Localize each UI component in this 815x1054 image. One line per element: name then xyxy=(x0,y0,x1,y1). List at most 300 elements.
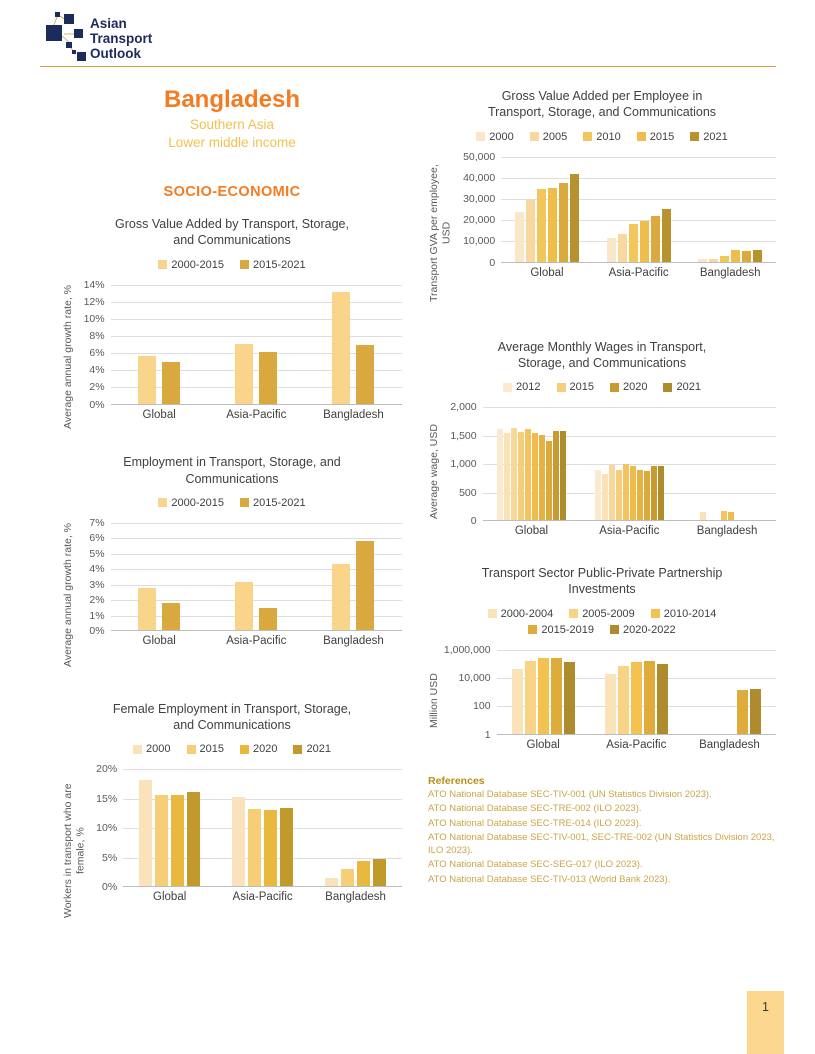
bar xyxy=(332,292,350,403)
y-tick-label: 4% xyxy=(89,364,105,377)
legend-row xyxy=(62,743,402,755)
chart-legend xyxy=(428,381,776,393)
bar-group xyxy=(684,157,776,262)
bar-group xyxy=(590,650,683,734)
category-label: Bangladesh xyxy=(696,525,758,537)
bar-groups xyxy=(123,769,402,886)
category-label: Global xyxy=(526,738,560,751)
chart-right xyxy=(453,150,776,309)
legend-swatch-icon xyxy=(240,745,249,754)
bar-group xyxy=(216,769,309,886)
chart-title xyxy=(62,216,402,249)
y-tick-label: 0% xyxy=(89,624,105,637)
bar xyxy=(356,541,374,630)
category-label: Asia-Pacific xyxy=(232,891,293,904)
legend-swatch-icon xyxy=(528,625,537,634)
bar xyxy=(532,433,538,520)
chart-legend xyxy=(62,743,402,755)
bar xyxy=(264,810,277,887)
category-label: Global xyxy=(530,266,564,279)
page-number: 1 xyxy=(762,1000,769,1014)
y-tick-label: 12% xyxy=(83,295,105,308)
y-tick-label: 14% xyxy=(83,278,105,291)
legend-label: 2005-2009 xyxy=(582,607,635,620)
bar xyxy=(138,588,156,630)
category-label: Bangladesh xyxy=(325,891,386,904)
plot-row xyxy=(453,150,776,269)
bar xyxy=(341,869,354,887)
chart-title-line: Average Monthly Wages in Transport, xyxy=(497,339,707,354)
bar xyxy=(139,780,152,886)
bar xyxy=(525,429,531,520)
legend-swatch-icon xyxy=(610,383,619,392)
y-axis-ticks xyxy=(87,763,123,894)
bar xyxy=(720,256,729,262)
legend-swatch-icon xyxy=(240,498,249,507)
legend-swatch-icon xyxy=(187,745,196,754)
category-label: Global xyxy=(153,891,187,904)
plot-row xyxy=(75,278,402,411)
legend-item xyxy=(240,743,277,755)
chart-title-line: Female Employment in Transport, Storage, xyxy=(112,701,352,716)
y-tick-label: 1% xyxy=(89,609,105,622)
bar-group xyxy=(501,157,593,262)
chart-title-line: Gross Value Added by Transport, Storage, xyxy=(115,217,349,231)
bar-groups xyxy=(483,407,776,520)
left-column xyxy=(62,82,402,933)
chart-title-line: Storage, and Communications xyxy=(517,355,687,370)
category-labels xyxy=(123,891,402,903)
legend-label: 2015 xyxy=(199,743,224,756)
plot xyxy=(111,285,402,405)
legend-swatch-icon xyxy=(690,132,699,141)
category-labels xyxy=(497,739,776,751)
legend-label: 2015-2021 xyxy=(253,258,306,271)
legend-swatch-icon xyxy=(663,383,672,392)
bar xyxy=(187,792,200,886)
category-labels xyxy=(501,267,776,279)
legend-swatch-icon xyxy=(133,745,142,754)
legend-swatch-icon xyxy=(503,383,512,392)
y-tick-label: 0% xyxy=(102,881,118,894)
y-tick-label: 1 xyxy=(484,728,491,741)
reference-item: ATO National Database SEC-SEG-017 (ILO 2023). xyxy=(428,859,643,871)
legend-label: 2010-2014 xyxy=(663,607,717,620)
bar xyxy=(232,797,245,887)
legend-label: 2000-2015 xyxy=(171,496,224,509)
legend-label: 2021 xyxy=(676,381,701,393)
header-rule xyxy=(40,66,776,67)
chart-employment-growth xyxy=(62,454,402,666)
chart-right xyxy=(441,643,776,751)
chart-gva-growth xyxy=(62,216,402,428)
legend-item xyxy=(488,608,554,620)
chart-title-line: Transport, Storage, and Communications xyxy=(487,105,717,120)
legend-item xyxy=(528,624,594,636)
plot-row xyxy=(441,643,776,741)
y-tick-label: 5% xyxy=(89,547,105,560)
bar xyxy=(162,603,180,630)
references xyxy=(428,775,776,887)
legend-swatch-icon xyxy=(476,132,485,141)
bar xyxy=(171,795,184,886)
bar xyxy=(548,188,557,262)
bar-group xyxy=(309,769,402,886)
legend-row xyxy=(62,259,402,271)
bar xyxy=(515,212,524,261)
y-tick-label: 8% xyxy=(89,329,105,342)
bar-group xyxy=(111,285,208,404)
logo-line-1: Asian xyxy=(90,16,127,31)
bar-group xyxy=(305,285,402,404)
legend-row xyxy=(428,608,776,620)
chart-title-line: and Communications xyxy=(173,233,291,248)
y-axis-label: Average wage, USD xyxy=(428,424,440,520)
y-tick-label: 500 xyxy=(459,486,477,499)
legend-swatch-icon xyxy=(651,609,660,618)
legend-row xyxy=(428,381,776,393)
bar xyxy=(553,431,559,520)
category-label: Global xyxy=(142,634,176,647)
legend-label: 2021 xyxy=(306,743,331,756)
bar xyxy=(235,344,253,403)
category-label: Bangladesh xyxy=(699,266,761,279)
legend-row xyxy=(62,497,402,509)
ato-logo-icon xyxy=(40,10,180,64)
plot-row xyxy=(87,763,402,894)
chart-gva-per-employee xyxy=(428,88,776,309)
ato-logo xyxy=(40,10,180,64)
y-axis-label: Million USD xyxy=(428,672,440,728)
chart-ppp-investments xyxy=(428,565,776,751)
bar xyxy=(551,658,562,734)
y-tick-label: 50,000 xyxy=(463,150,496,163)
reference-item: ATO National Database SEC-TRE-002 (ILO 2023). xyxy=(428,803,642,815)
logo-line-3: Outlook xyxy=(90,46,141,61)
bar xyxy=(616,470,622,520)
legend-item xyxy=(583,131,620,143)
bar-group xyxy=(593,157,685,262)
legend-label: 2015 xyxy=(569,381,594,393)
bar xyxy=(602,474,608,520)
legend-label: 2020-2022 xyxy=(623,623,676,636)
legend-label: 2015 xyxy=(649,130,675,143)
category-label: Asia-Pacific xyxy=(599,525,660,537)
y-tick-label: 4% xyxy=(89,563,105,576)
bar xyxy=(651,216,660,262)
category-label: Asia-Pacific xyxy=(226,634,287,647)
bar xyxy=(373,859,386,886)
chart-legend xyxy=(62,259,402,271)
chart-title-line: Employment in Transport, Storage, and xyxy=(123,455,341,470)
legend-label: 2010 xyxy=(596,130,621,143)
chart-plot-area xyxy=(62,278,402,429)
bar xyxy=(537,189,546,262)
category-label: Asia-Pacific xyxy=(226,408,287,421)
bar-group xyxy=(208,285,305,404)
y-tick-label: 15% xyxy=(96,792,118,805)
reference-item: ATO National Database SEC-TIV-001, SEC-TRE-002 (UN Statistics Division 2023, ILO 2023). xyxy=(428,832,775,856)
y-axis-ticks xyxy=(441,401,483,527)
y-tick-label: 10% xyxy=(83,312,105,325)
legend-label: 2020 xyxy=(623,381,648,393)
legend-label: 2000-2004 xyxy=(500,607,554,620)
bar-group xyxy=(208,523,305,630)
bar xyxy=(609,465,615,520)
chart-right xyxy=(75,278,402,429)
plot xyxy=(111,523,402,631)
bar xyxy=(138,356,156,403)
bar xyxy=(512,669,523,733)
y-tick-label: 20,000 xyxy=(463,214,496,227)
chart-legend xyxy=(428,131,776,143)
y-tick-label: 6% xyxy=(89,532,105,545)
legend-row xyxy=(428,131,776,143)
y-axis-ticks xyxy=(453,150,501,269)
y-tick-label: 7% xyxy=(89,516,105,529)
bar xyxy=(605,674,616,734)
category-label: Global xyxy=(142,408,176,421)
y-axis-label: Average annual growth rate, % xyxy=(62,522,74,667)
chart-female-employment xyxy=(62,701,402,934)
y-tick-label: 6% xyxy=(89,347,105,360)
bar xyxy=(750,689,761,734)
bar-group xyxy=(123,769,216,886)
bar xyxy=(618,666,629,734)
bar-groups xyxy=(497,650,776,734)
legend-item xyxy=(476,131,513,143)
legend-swatch-icon xyxy=(569,609,578,618)
bar xyxy=(559,183,568,262)
country-region: Southern Asia xyxy=(189,117,275,132)
bar xyxy=(709,259,718,262)
bar-group xyxy=(483,407,581,520)
legend-label: 2000 xyxy=(489,130,514,143)
bar-groups xyxy=(501,157,776,262)
legend-swatch-icon xyxy=(530,132,539,141)
bar xyxy=(504,433,510,520)
category-label: Global xyxy=(514,525,549,537)
y-tick-label: 30,000 xyxy=(463,192,496,205)
legend-swatch-icon xyxy=(240,260,249,269)
bar xyxy=(640,221,649,262)
y-tick-label: 1,000,000 xyxy=(443,643,491,656)
chart-title xyxy=(62,701,402,734)
chart-plot-area xyxy=(428,401,776,537)
page-tab xyxy=(747,991,784,1054)
plot-row xyxy=(75,516,402,637)
legend-item xyxy=(610,381,647,393)
legend-item xyxy=(651,608,717,620)
section-title-socio-economic: SOCIO-ECONOMIC xyxy=(163,184,301,200)
bar xyxy=(630,466,636,520)
chart-title xyxy=(428,565,776,598)
bar xyxy=(155,795,168,886)
legend-item xyxy=(133,743,170,755)
bar xyxy=(564,662,575,734)
legend-label: 2012 xyxy=(516,381,541,393)
bar xyxy=(497,429,503,520)
legend-swatch-icon xyxy=(158,498,167,507)
legend-row xyxy=(428,624,776,636)
bar xyxy=(651,466,657,520)
category-labels xyxy=(111,409,402,421)
plot xyxy=(123,769,402,887)
y-axis-label: Workers in transport who are female, % xyxy=(62,784,87,919)
legend-label: 2015-2021 xyxy=(253,496,306,509)
chart-title-line: and Communications xyxy=(173,718,291,733)
bar xyxy=(662,209,671,262)
bar xyxy=(248,809,261,887)
bar xyxy=(700,512,706,520)
chart-right xyxy=(87,763,402,933)
bar xyxy=(356,345,374,403)
chart-legend xyxy=(428,608,776,636)
bar xyxy=(560,431,566,520)
bar xyxy=(607,238,616,262)
bar xyxy=(235,582,253,630)
chart-plot-area xyxy=(62,516,402,667)
bar xyxy=(325,878,338,886)
bar xyxy=(637,470,643,520)
legend-item xyxy=(663,381,700,393)
bar xyxy=(698,259,707,262)
category-label: Bangladesh xyxy=(323,408,384,421)
legend-label: 2015-2019 xyxy=(541,623,594,636)
chart-right xyxy=(441,401,776,537)
legend-label: 2021 xyxy=(703,130,728,143)
plot xyxy=(497,650,776,735)
y-tick-label: 1,500 xyxy=(450,429,477,442)
legend-swatch-icon xyxy=(610,625,619,634)
bar-groups xyxy=(111,523,402,630)
bar-group xyxy=(305,523,402,630)
legend-item xyxy=(557,381,594,393)
chart-monthly-wages xyxy=(428,339,776,538)
legend-swatch-icon xyxy=(488,609,497,618)
legend-item xyxy=(503,381,540,393)
y-tick-label: 5% xyxy=(102,851,118,864)
bar xyxy=(644,661,655,734)
references-list xyxy=(428,789,776,887)
reference-item: ATO National Database SEC-TIV-013 (World Bank 2023). xyxy=(428,873,671,885)
bar xyxy=(631,662,642,733)
bar xyxy=(728,512,734,520)
bar xyxy=(511,428,517,520)
chart-title-line: Gross Value Added per Employee in xyxy=(501,89,703,103)
y-tick-label: 20% xyxy=(96,763,118,776)
legend-swatch-icon xyxy=(637,132,646,141)
bar-group xyxy=(683,650,776,734)
bar xyxy=(658,466,664,520)
bar xyxy=(259,352,277,403)
chart-plot-area xyxy=(428,643,776,751)
chart-legend xyxy=(62,497,402,509)
bar xyxy=(280,808,293,886)
bar xyxy=(595,470,601,520)
y-tick-label: 2,000 xyxy=(450,401,477,413)
bar xyxy=(721,511,727,520)
country-income-group: Lower middle income xyxy=(168,135,296,150)
bar xyxy=(162,362,180,403)
chart-title xyxy=(428,88,776,121)
legend-item xyxy=(158,259,224,271)
y-tick-label: 3% xyxy=(89,578,105,591)
bar xyxy=(546,441,552,520)
y-tick-label: 100 xyxy=(473,700,491,713)
bar xyxy=(570,174,579,261)
y-axis-label: Average annual growth rate, % xyxy=(62,284,74,429)
legend-label: 2020 xyxy=(253,743,278,756)
legend-label: 2000 xyxy=(146,743,171,756)
plot-row xyxy=(441,401,776,527)
bar xyxy=(742,251,751,262)
right-column xyxy=(428,82,776,886)
legend-item xyxy=(690,131,727,143)
y-tick-label: 0% xyxy=(89,398,105,411)
y-axis-ticks xyxy=(75,278,111,411)
chart-title-line: Investments xyxy=(568,582,636,597)
bar xyxy=(357,861,370,886)
bar xyxy=(538,658,549,734)
y-tick-label: 40,000 xyxy=(463,171,496,184)
legend-item xyxy=(610,624,676,636)
reference-item: ATO National Database SEC-TIV-001 (UN Statistics Division 2023). xyxy=(428,788,712,800)
bar xyxy=(526,200,535,262)
bar xyxy=(753,250,762,262)
legend-item xyxy=(569,608,635,620)
category-label: Bangladesh xyxy=(699,738,760,751)
legend-label: 2005 xyxy=(542,130,568,143)
legend-label: 2000-2015 xyxy=(171,258,224,271)
legend-item xyxy=(240,259,306,271)
legend-swatch-icon xyxy=(158,260,167,269)
y-tick-label: 10,000 xyxy=(463,235,496,248)
y-axis-ticks xyxy=(75,516,111,637)
chart-title-line: Communications xyxy=(185,471,279,486)
country-title: Bangladesh xyxy=(163,86,301,113)
legend-item xyxy=(187,743,224,755)
category-label: Asia-Pacific xyxy=(606,738,667,751)
category-labels xyxy=(483,525,776,537)
chart-title-line: Transport Sector Public-Private Partnership xyxy=(481,566,723,580)
bar xyxy=(259,608,277,630)
y-tick-label: 0 xyxy=(489,256,496,269)
legend-swatch-icon xyxy=(583,132,592,141)
reference-item: ATO National Database SEC-TRE-014 (ILO 2023). xyxy=(428,817,642,829)
bar-group xyxy=(497,650,590,734)
y-axis-label: Transport GVA per employee, USD xyxy=(428,163,453,302)
plot xyxy=(483,407,776,521)
bar xyxy=(731,250,740,261)
category-label: Asia-Pacific xyxy=(608,266,669,279)
bar xyxy=(629,224,638,262)
bar-group xyxy=(678,407,776,520)
bar-groups xyxy=(111,285,402,404)
bar-group xyxy=(111,523,208,630)
y-tick-label: 1,000 xyxy=(450,458,477,470)
bar xyxy=(618,234,627,262)
plot xyxy=(501,157,776,263)
legend-swatch-icon xyxy=(557,383,566,392)
legend-item xyxy=(240,497,306,509)
bar xyxy=(737,690,748,733)
chart-plot-area xyxy=(62,763,402,933)
bar xyxy=(644,471,650,520)
legend-item xyxy=(293,743,330,755)
legend-swatch-icon xyxy=(293,745,302,754)
y-tick-label: 10% xyxy=(96,822,118,835)
